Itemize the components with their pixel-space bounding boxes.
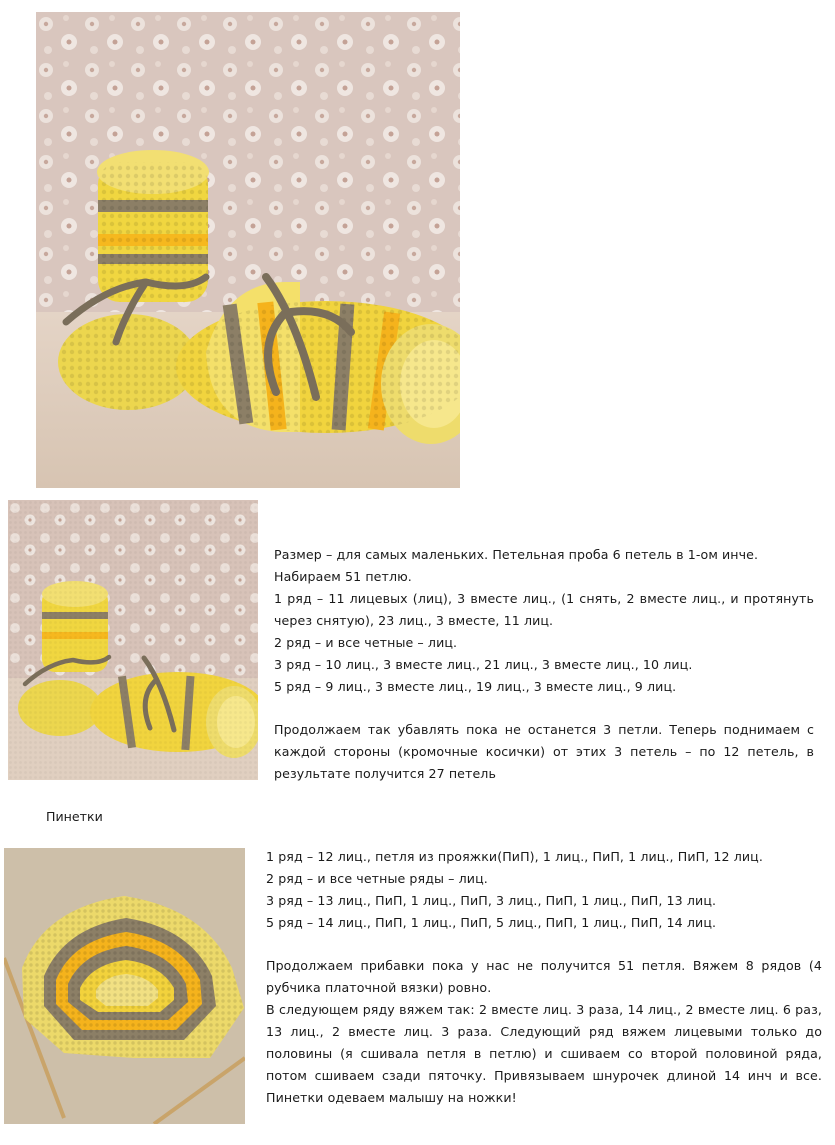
instruction-line: 2 ряд – и все четные ряды – лиц. bbox=[266, 871, 488, 886]
instruction-line: 2 ряд – и все четные – лиц. bbox=[274, 635, 458, 650]
instruction-line: Размер – для самых маленьких. Петельная проба 6 петель в 1-ом инче. bbox=[274, 547, 759, 562]
yellow-knitted-booties-photo-large bbox=[36, 12, 460, 488]
booties-sole-pattern-photo bbox=[4, 848, 245, 1124]
yellow-knitted-booties-photo-small bbox=[8, 500, 258, 780]
pattern-instructions-part2 bbox=[266, 846, 822, 1109]
instruction-line: 1 ряд – 12 лиц., петля из прояжки(ПиП), 1 лиц., ПиП, 1 лиц., ПиП, 12 лиц. bbox=[266, 849, 763, 864]
pattern-instructions-part1 bbox=[274, 544, 814, 785]
instruction-paragraph: В следующем ряду вяжем так: 2 вместе лиц. 3 раза, 14 лиц., 2 вместе лиц. 6 раз, 13 лиц., 2 вместе лиц. 3 раза. Следующий ряд вяжем лицевыми только до половины (я сшивала петля в петлю) и сшиваем со второй половиной ряда, потом сшиваем сзади пяточку. Привязываем шнурочек длиной 14 инч и все. Пинетки одеваем малышу на ножки! bbox=[266, 1002, 822, 1105]
caption-booties: Пинетки bbox=[46, 809, 103, 824]
instruction-line: 5 ряд – 9 лиц., 3 вместе лиц., 19 лиц., 3 вместе лиц., 9 лиц. bbox=[274, 679, 677, 694]
instruction-paragraph: Продолжаем прибавки пока у нас не получится 51 петля. Вяжем 8 рядов (4 рубчика платочной вязки) ровно. bbox=[266, 958, 822, 995]
instruction-line: 3 ряд – 13 лиц., ПиП, 1 лиц., ПиП, 3 лиц., ПиП, 1 лиц., ПиП, 13 лиц. bbox=[266, 893, 717, 908]
instruction-line: 5 ряд – 14 лиц., ПиП, 1 лиц., ПиП, 5 лиц., ПиП, 1 лиц., ПиП, 14 лиц. bbox=[266, 915, 717, 930]
instruction-line: 3 ряд – 10 лиц., 3 вместе лиц., 21 лиц., 3 вместе лиц., 10 лиц. bbox=[274, 657, 693, 672]
instruction-line: 1 ряд – 11 лицевых (лиц), 3 вместе лиц., (1 снять, 2 вместе лиц., и протянуть через снятую), 23 лиц., 3 вместе, 11 лиц. bbox=[274, 591, 814, 628]
instruction-line: Набираем 51 петлю. bbox=[274, 569, 412, 584]
instruction-paragraph: Продолжаем так убавлять пока не останется 3 петли. Теперь поднимаем с каждой стороны (кромочные косички) от этих 3 петель – по 12 петель, в результате получится 27 петель bbox=[274, 722, 814, 781]
